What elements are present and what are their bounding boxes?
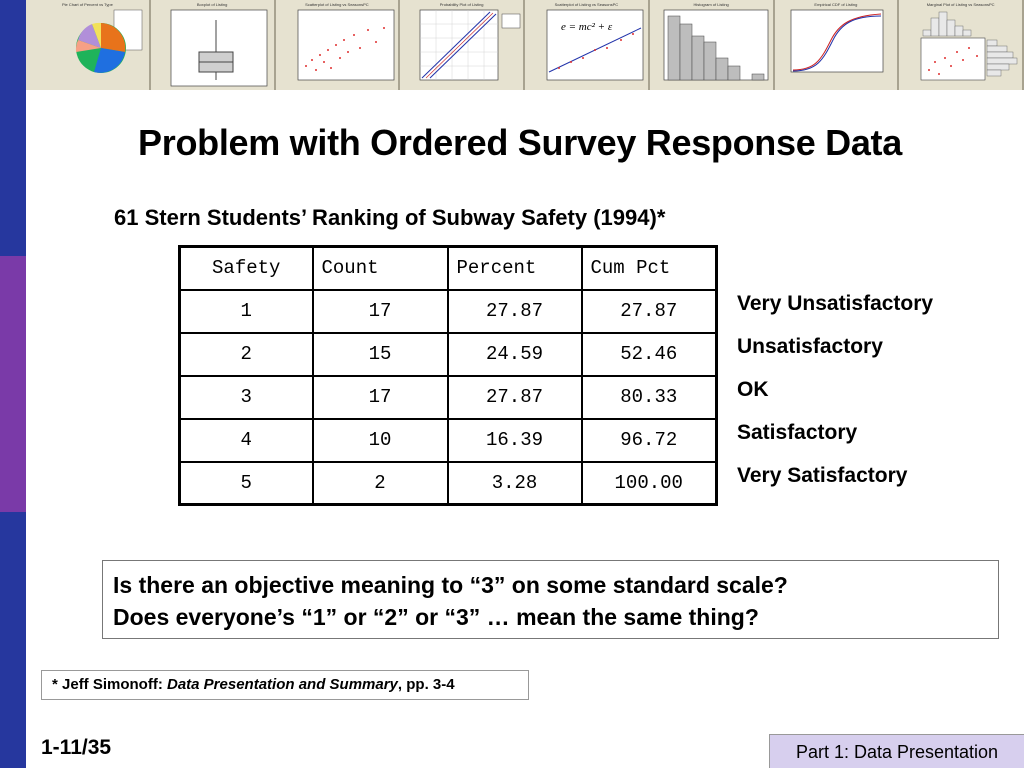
thumbnail-title: Histogram of Listing: [693, 2, 729, 7]
thumbnail-title: Marginal Plot of Listing vs SeasonsPC: [926, 2, 995, 7]
table-cell: 17: [313, 376, 448, 419]
reference-prefix: * Jeff Simonoff:: [52, 676, 167, 693]
question-line: Is there an objective meaning to “3” on some standard scale?: [113, 572, 788, 598]
reference-suffix: , pp. 3-4: [397, 676, 455, 693]
table-cell: 27.87: [582, 290, 717, 333]
table-cell: 100.00: [582, 462, 717, 505]
table-row: [180, 462, 717, 505]
question-line: Does everyone’s “1” or “2” or “3” … mean the same thing?: [113, 604, 759, 630]
slide-title: Problem with Ordered Survey Response Data: [138, 122, 902, 163]
thumbnail-scatterplot: [276, 0, 401, 90]
table-cell: 2: [313, 462, 448, 505]
left-color-bar: [0, 0, 26, 768]
histogram-icon: [650, 0, 774, 90]
column-header: Safety: [180, 247, 313, 290]
thumbnail-title: Scatterplot of Listing vs SeasonsPC: [554, 2, 619, 7]
thumbnail-strip: [26, 0, 1024, 90]
table-cell: 96.72: [582, 419, 717, 462]
probability-plot-icon: [400, 0, 524, 90]
left-bar-segment: [0, 256, 26, 512]
column-header: Percent: [448, 247, 582, 290]
svg-text:e = mc² + ε: e = mc² + ε: [561, 21, 613, 33]
page-number: 1-11/35: [41, 736, 112, 759]
thumbnail-title: Scatterplot of Listing vs SeasonsPC: [305, 2, 369, 7]
thumbnail-probability-plot: [400, 0, 525, 90]
table-cell: 27.87: [448, 376, 582, 419]
table-row: [180, 333, 717, 376]
column-header: Count: [313, 247, 448, 290]
thumbnail-title: Probability Plot of Listing: [439, 2, 484, 7]
column-header: Cum Pct: [582, 247, 717, 290]
boxplot-icon: [151, 0, 275, 90]
rating-label: Unsatisfactory: [737, 335, 883, 358]
thumbnail-boxplot: [151, 0, 276, 90]
thumbnail-marginal-plot: [899, 0, 1024, 90]
table-cell: 52.46: [582, 333, 717, 376]
reference-book: Data Presentation and Summary: [167, 676, 398, 693]
pie-chart-icon: [26, 0, 150, 90]
thumbnail-cdf: [775, 0, 900, 90]
frequency-table: [178, 245, 718, 506]
thumbnail-title: Empirical CDF of Listing: [814, 2, 858, 7]
table-cell: 16.39: [448, 419, 582, 462]
rating-label: Satisfactory: [737, 421, 858, 444]
rating-labels: [737, 282, 933, 497]
scatterplot-icon: [276, 0, 400, 90]
table-row: [180, 290, 717, 333]
table-cell: 2: [180, 333, 313, 376]
table-row: [180, 376, 717, 419]
rating-label: Very Satisfactory: [737, 464, 908, 487]
table-cell: 3.28: [448, 462, 582, 505]
question-box: [102, 560, 999, 639]
table-cell: 17: [313, 290, 448, 333]
footer-section-label: Part 1: Data Presentation: [769, 734, 1024, 768]
table-cell: 10: [313, 419, 448, 462]
table-cell: 4: [180, 419, 313, 462]
rating-label: OK: [737, 378, 769, 401]
regression-icon: [525, 0, 649, 90]
table-row: [180, 419, 717, 462]
thumbnail-title: Pie Chart of Percent vs Type: [61, 2, 113, 7]
cdf-icon: [775, 0, 899, 90]
thumbnail-pie-chart: [26, 0, 151, 90]
table-cell: 1: [180, 290, 313, 333]
table-cell: 24.59: [448, 333, 582, 376]
thumbnail-title: Boxplot of Listing: [196, 2, 228, 7]
left-bar-segment: [0, 512, 26, 768]
table-cell: 3: [180, 376, 313, 419]
table-header-row: [180, 247, 717, 290]
table-cell: 15: [313, 333, 448, 376]
slide-subtitle: 61 Stern Students’ Ranking of Subway Safety (1994)*: [114, 205, 666, 230]
table-cell: 27.87: [448, 290, 582, 333]
table-cell: 5: [180, 462, 313, 505]
reference-note: [41, 670, 529, 700]
table-cell: 80.33: [582, 376, 717, 419]
thumbnail-regression: [525, 0, 650, 90]
thumbnail-histogram: [650, 0, 775, 90]
marginal-plot-icon: [899, 0, 1023, 90]
rating-label: Very Unsatisfactory: [737, 292, 934, 315]
